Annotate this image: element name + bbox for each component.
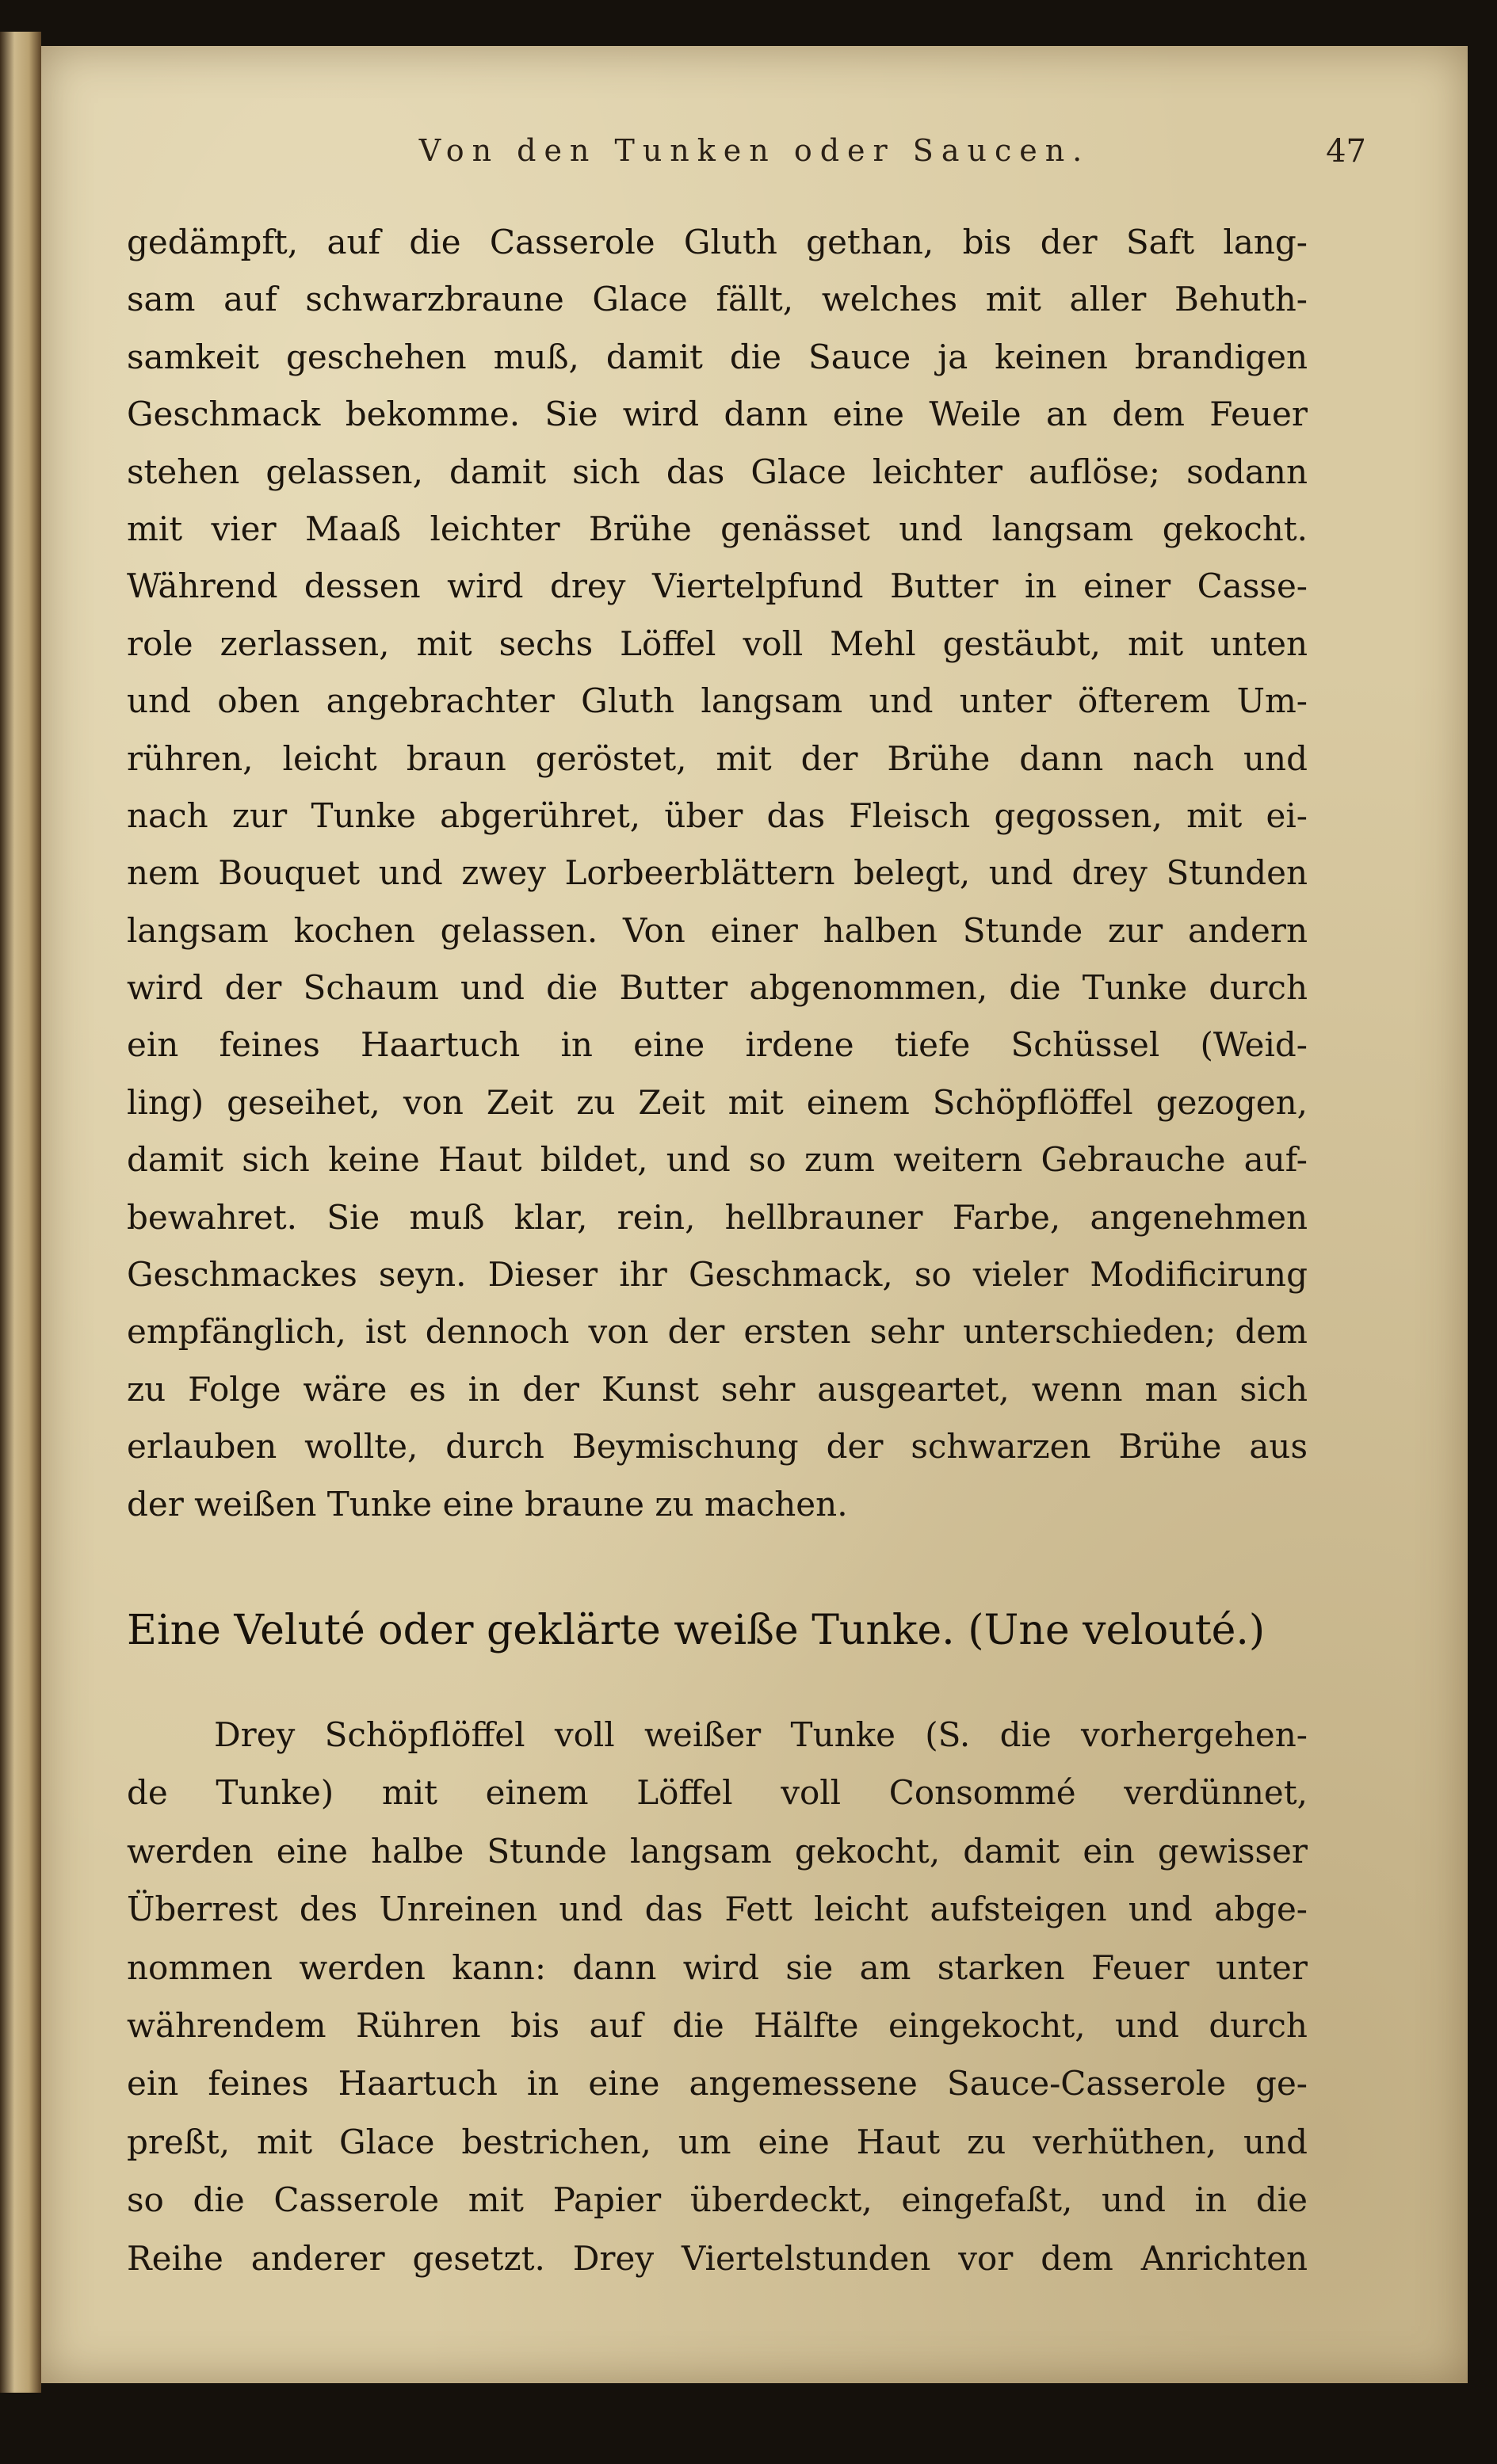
running-head [41,133,1468,181]
paragraph-1 [127,214,1308,1533]
text-line: der weißen Tunke eine braune zu machen. [127,1484,848,1524]
text-line: de Tunke) mit einem Löffel voll Consommé verdünnet, [127,1773,1308,1813]
running-head-title: Von den Tunken oder Saucen. [418,133,1090,168]
text-line: mit vier Maaß leichter Brühe genässet und langsam gekocht. [127,509,1308,548]
text-line: empfänglich, ist dennoch von der ersten sehr unterschieden; dem [127,1312,1308,1352]
text-line: zu Folge wäre es in der Kunst sehr ausgeartet, wenn man sich [127,1369,1308,1409]
text-line: ein feines Haartuch in eine irdene tiefe Schüssel (Weid- [127,1025,1308,1065]
text-line: Geschmackes seyn. Dieser ihr Geschmack, so vieler Modificirung [127,1255,1308,1295]
text-line: wird der Schaum und die Butter abgenommen, die Tunke durch [127,968,1308,1008]
text-line: Drey Schöpflöffel voll weißer Tunke (S. die vorhergehen- [214,1715,1308,1754]
text-line: währendem Rühren bis auf die Hälfte eingekocht, und durch [127,2005,1308,2045]
paragraph-2 [127,1706,1308,2287]
text-line: stehen gelassen, damit sich das Glace leichter auflöse; sodann [127,452,1308,491]
text-line: bewahret. Sie muß klar, rein, hellbrauner Farbe, angenehmen [127,1197,1308,1237]
text-line: Reihe anderer gesetzt. Drey Viertelstunden vor dem Anrichten [127,2238,1308,2278]
text-line: werden eine halbe Stunde langsam gekocht, damit ein gewisser [127,1831,1308,1871]
text-line: Während dessen wird drey Viertelpfund Butter in einer Casse- [127,566,1308,606]
text-line: ling) geseihet, von Zeit zu Zeit mit einem Schöpflöffel gezogen, [127,1082,1308,1122]
section-heading: Eine Veluté oder geklärte weiße Tunke. (Une velouté.) [127,1607,1266,1654]
text-line: rühren, leicht braun geröstet, mit der Brühe dann nach und [127,738,1308,778]
text-line: nem Bouquet und zwey Lorbeerblättern belegt, und drey Stunden [127,853,1308,893]
text-line: Geschmack bekomme. Sie wird dann eine Weile an dem Feuer [127,395,1308,434]
text-line: langsam kochen gelassen. Von einer halben Stunde zur andern [127,910,1308,950]
text-line: und oben angebrachter Gluth langsam und unter öfterem Um- [127,681,1308,721]
page-stack-edge [0,32,41,2393]
text-line: erlauben wollte, durch Beymischung der schwarzen Brühe aus [127,1427,1308,1467]
text-line: sam auf schwarzbraune Glace fällt, welches mit aller Behuth- [127,280,1308,319]
text-line: so die Casserole mit Papier überdeckt, eingefaßt, und in die [127,2180,1308,2220]
text-line: gedämpft, auf die Casserole Gluth gethan, bis der Saft lang- [127,223,1308,261]
text-line: nach zur Tunke abgerühret, über das Fleisch gegossen, mit ei- [127,795,1308,835]
text-line: preßt, mit Glace bestrichen, um eine Haut zu verhüthen, und [127,2122,1308,2161]
text-line: nommen werden kann: dann wird sie am starken Feuer unter [127,1947,1308,1987]
text-line: Überrest des Unreinen und das Fett leicht aufsteigen und abge- [127,1890,1308,1929]
book-page [41,46,1468,2383]
text-line: role zerlassen, mit sechs Löffel voll Mehl gestäubt, mit unten [127,624,1308,663]
page-number: 47 [1326,133,1366,170]
text-line: damit sich keine Haut bildet, und so zum weitern Gebrauche auf- [127,1140,1308,1180]
text-line: samkeit geschehen muß, damit die Sauce ja keinen brandigen [127,337,1308,376]
text-line: ein feines Haartuch in eine angemessene Sauce-Casserole ge- [127,2064,1308,2104]
